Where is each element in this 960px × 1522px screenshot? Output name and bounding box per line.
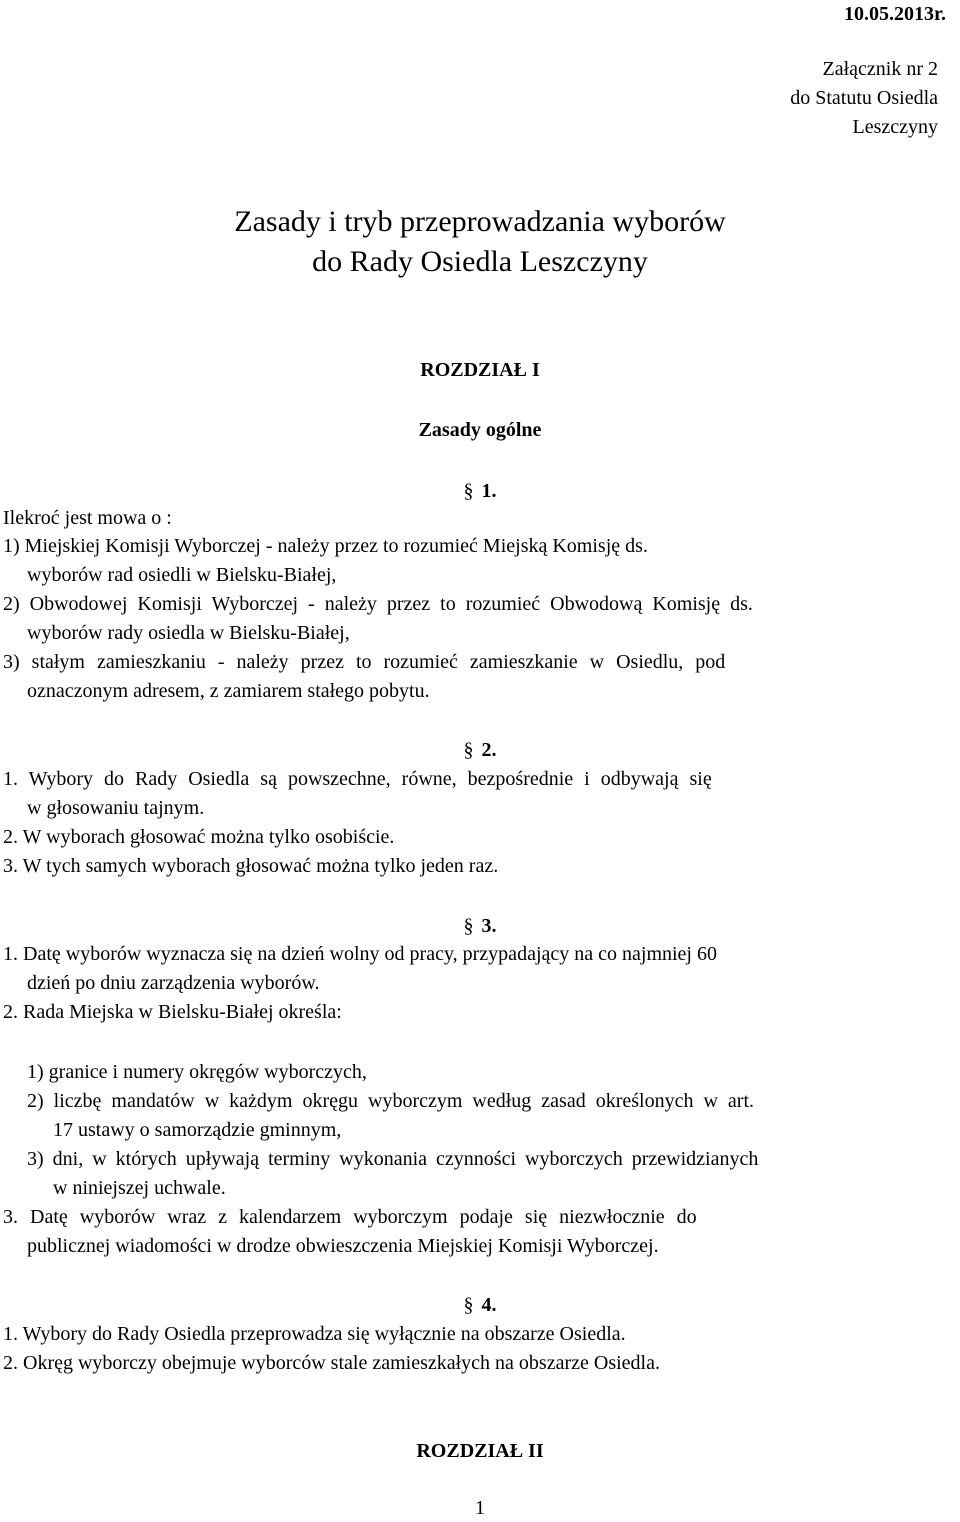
par1-intro: Ilekroć jest mowa o : bbox=[3, 507, 172, 529]
paragraph-4-heading bbox=[0, 1291, 960, 1319]
annex-line-2: do Statutu Osiedla bbox=[790, 87, 938, 109]
par3-item1-line-b: dzień po dniu zarządzenia wyborów. bbox=[27, 972, 320, 994]
paragraph-number: 3. bbox=[481, 915, 497, 937]
annex-line-1: Załącznik nr 2 bbox=[822, 58, 938, 80]
par3-sub3-line-a: 3) dni, w których upływają terminy wykonania czynności wyborczych przewidzianych bbox=[27, 1148, 759, 1170]
paragraph-2-heading bbox=[0, 736, 960, 764]
paragraph-number: 2. bbox=[481, 739, 497, 761]
chapter-1-heading: ROZDZIAŁ I bbox=[420, 359, 540, 381]
par2-item3: 3. W tych samych wyborach głosować można tylko jeden raz. bbox=[3, 855, 499, 877]
par3-sub2-line-a: 2) liczbę mandatów w każdym okręgu wyborczym według zasad określonych w art. bbox=[27, 1090, 755, 1112]
section-sign: § bbox=[463, 915, 474, 937]
par1-item3-line-a: 3) stałym zamieszkaniu - należy przez to rozumieć zamieszkanie w Osiedlu, pod bbox=[3, 651, 726, 673]
section-sign: § bbox=[463, 1294, 474, 1316]
paragraph-number: 4. bbox=[481, 1294, 497, 1316]
paragraph-1-heading bbox=[0, 477, 960, 505]
par1-item1-text-a: 1) Miejskiej Komisji Wyborczej - należy przez to rozumieć Miejską Komisję ds. bbox=[3, 535, 648, 557]
par2-item1-line-b: w głosowaniu tajnym. bbox=[27, 797, 205, 819]
par2-item1-line-a: 1. Wybory do Rady Osiedla są powszechne, równe, bezpośrednie i odbywają się bbox=[3, 768, 712, 790]
chapter-1-subheading: Zasady ogólne bbox=[418, 419, 542, 441]
par3-item3-line-b: publicznej wiadomości w drodze obwieszczenia Miejskiej Komisji Wyborczej. bbox=[27, 1235, 659, 1257]
par3-sub2-line-b: 17 ustawy o samorządzie gminnym, bbox=[53, 1119, 342, 1141]
section-sign: § bbox=[463, 480, 474, 502]
document-title-line-2: do Rady Osiedla Leszczyny bbox=[312, 245, 648, 278]
par2-item2: 2. W wyborach głosować można tylko osobiście. bbox=[3, 826, 395, 848]
par1-item1-line-a bbox=[3, 532, 856, 560]
par1-item2-line-a: 2) Obwodowej Komisji Wyborczej - należy przez to rozumieć Obwodową Komisję ds. bbox=[3, 593, 753, 615]
par1-item2-line-b: wyborów rady osiedla w Bielsku-Białej, bbox=[27, 622, 350, 644]
chapter-2-heading: ROZDZIAŁ II bbox=[416, 1440, 544, 1462]
paragraph-number: 1. bbox=[481, 480, 497, 502]
document-title-line-1: Zasady i tryb przeprowadzania wyborów bbox=[234, 205, 726, 238]
document-date: 10.05.2013r. bbox=[843, 3, 946, 25]
par4-item2: 2. Okręg wyborczy obejmuje wyborców stale zamieszkałych na obszarze Osiedla. bbox=[3, 1352, 660, 1374]
page-number: 1 bbox=[475, 1497, 485, 1519]
section-sign: § bbox=[463, 739, 474, 761]
par3-item3-line-a: 3. Datę wyborów wraz z kalendarzem wyborczym podaje się niezwłocznie do bbox=[3, 1206, 697, 1228]
paragraph-3-heading bbox=[0, 912, 960, 940]
par4-item1: 1. Wybory do Rady Osiedla przeprowadza się wyłącznie na obszarze Osiedla. bbox=[3, 1323, 626, 1345]
annex-line-3: Leszczyny bbox=[852, 116, 938, 138]
par3-item1-line-a: 1. Datę wyborów wyznacza się na dzień wolny od pracy, przypadający na co najmniej 60 bbox=[3, 943, 717, 965]
par3-item2: 2. Rada Miejska w Bielsku-Białej określa: bbox=[3, 1001, 342, 1023]
par1-item3-line-b: oznaczonym adresem, z zamiarem stałego pobytu. bbox=[27, 680, 430, 702]
par1-item1-line-b: wyborów rad osiedli w Bielsku-Białej, bbox=[27, 564, 337, 586]
par3-sub3-line-b: w niniejszej uchwale. bbox=[53, 1177, 226, 1199]
par3-sub1: 1) granice i numery okręgów wyborczych, bbox=[27, 1061, 367, 1083]
